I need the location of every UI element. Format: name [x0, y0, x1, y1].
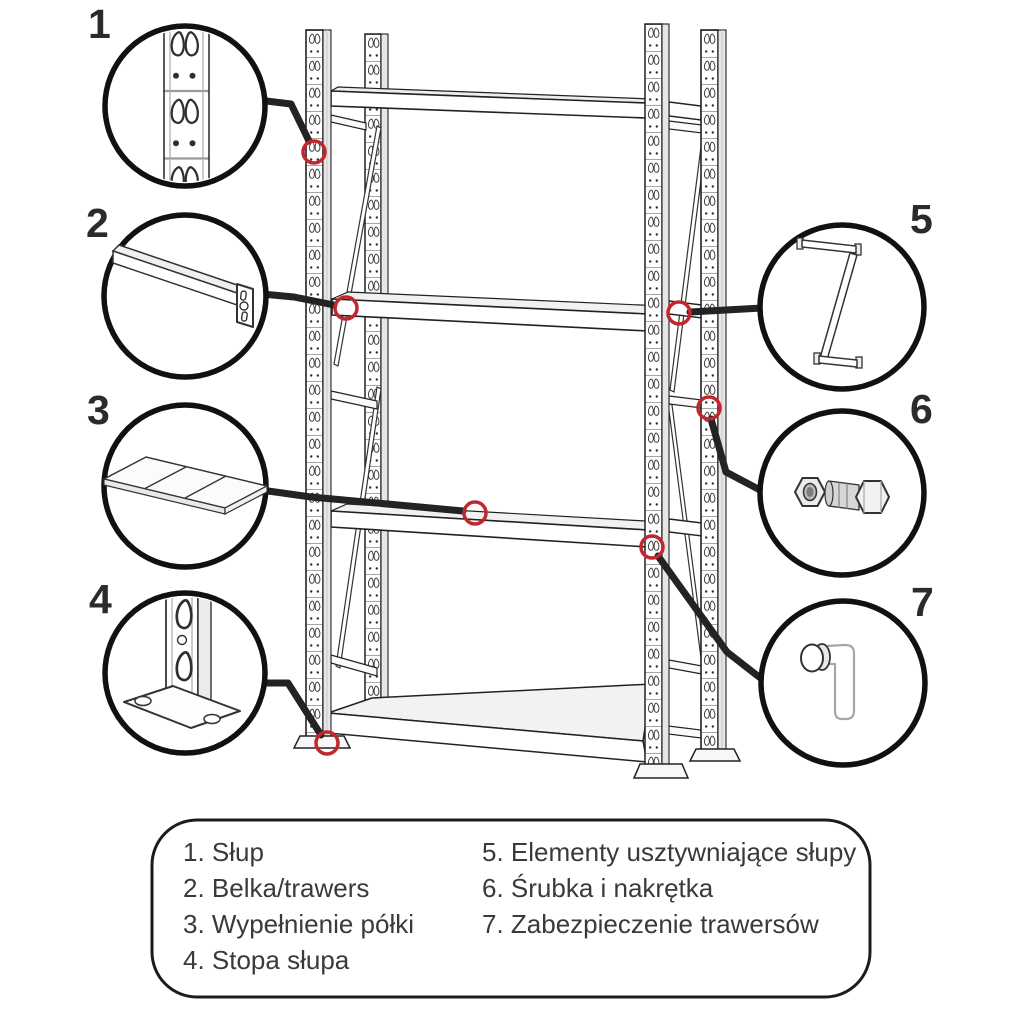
foot-plate: [690, 749, 740, 761]
callout-circle-3: [104, 405, 267, 567]
legend-item-3: 3. Wypełnienie półki: [183, 909, 415, 939]
post-perforation-detail-icon: [163, 22, 209, 192]
callout-number-5: 5: [910, 196, 933, 242]
callout-number-4: 4: [89, 576, 112, 622]
callout-number-2: 2: [86, 200, 109, 246]
legend-item-2: 2. Belka/trawers: [183, 873, 370, 903]
callout-number-7: 7: [911, 579, 934, 625]
leader-line-5: [690, 308, 762, 312]
callout-circle-2: [104, 215, 266, 377]
callout-circle-1: [105, 22, 265, 192]
callout-number-3: 3: [87, 387, 110, 433]
leader-lines: [256, 100, 763, 735]
side-bar: [669, 519, 702, 536]
callout-circle-6: [760, 411, 924, 575]
legend-item-5: 5. Elementy usztywniające słupy: [482, 837, 857, 867]
legend-item-4: 4. Stopa słupa: [183, 945, 350, 975]
horizontal-brace: [669, 660, 702, 674]
rack-illustration: [294, 24, 740, 778]
legend: [152, 820, 870, 997]
post-right-back: [645, 24, 669, 766]
callout-circle-7: [761, 601, 925, 765]
horizontal-brace: [669, 121, 702, 133]
callout-circles: [104, 22, 925, 765]
legend-item-7: 7. Zabezpieczenie trawersów: [482, 909, 819, 939]
callout-number-1: 1: [88, 1, 111, 47]
legend-item-1: 1. Słup: [183, 837, 264, 867]
foot-plate: [634, 764, 688, 778]
horizontal-brace: [331, 115, 366, 130]
callout-circle-5: [760, 225, 924, 389]
legend-item-6: 6. Śrubka i nakrętka: [482, 873, 714, 903]
callout-circle-4: [105, 593, 265, 753]
callout-number-6: 6: [910, 386, 933, 432]
